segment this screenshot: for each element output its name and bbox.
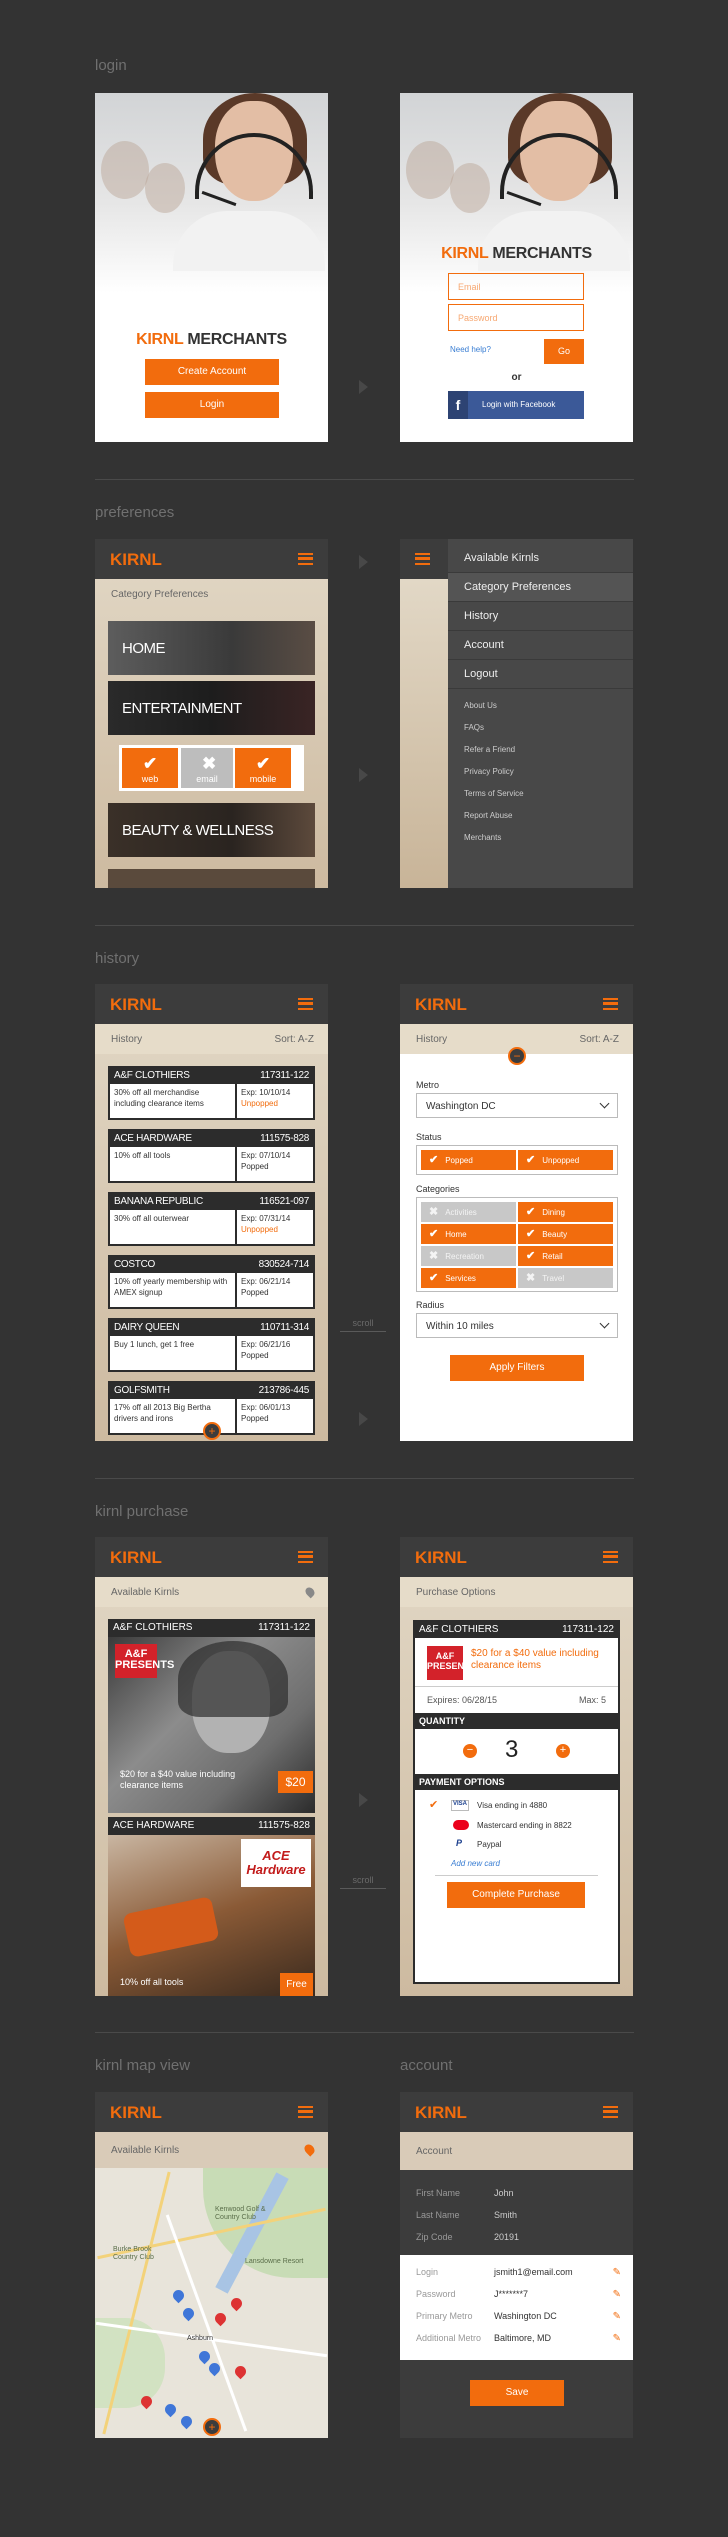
app-logo: KIRNL MERCHANTS <box>136 331 287 348</box>
create-account-button[interactable]: Create Account <box>145 359 279 385</box>
radius-label: Radius <box>416 1300 445 1310</box>
nav-drawer <box>448 539 633 888</box>
status-unpopped[interactable]: ✔ Unpopped <box>518 1150 613 1170</box>
map-pin-icon[interactable] <box>229 2296 245 2312</box>
collapse-filter-icon[interactable]: − <box>508 1047 526 1065</box>
category-band-beauty[interactable]: BEAUTY & WELLNESS <box>108 803 315 857</box>
page-title: Available Kirnls <box>111 2145 180 2156</box>
field-label: Zip Code <box>416 2232 453 2242</box>
map-pin-icon[interactable] <box>181 2306 197 2322</box>
page-title: Category Preferences <box>111 589 209 600</box>
status-label: Status <box>416 1132 442 1142</box>
drawer-link-terms[interactable]: Terms of Service <box>464 789 524 798</box>
settings-row <box>416 2289 621 2299</box>
deal-description: 10% off all tools <box>120 1977 184 1987</box>
history-card[interactable] <box>108 1318 315 1372</box>
drawer-screen <box>400 539 633 888</box>
payment-visa[interactable]: Visa ending in 4880 <box>477 1801 548 1810</box>
map-pin-icon[interactable] <box>163 2402 179 2418</box>
sort-control[interactable]: Sort: A-Z <box>274 1034 314 1045</box>
visa-icon: VISA <box>451 1800 469 1811</box>
category-label: Recreation <box>445 1252 484 1261</box>
mastercard-icon <box>453 1820 469 1830</box>
divider <box>95 2032 634 2033</box>
voucher-number: 117311-122 <box>260 1070 309 1081</box>
deal-status: Popped <box>241 1162 269 1171</box>
deal-card-af[interactable]: A&F CLOTHIERS 117311-122 A&F PRESENTS $20 for a $40 value including clearance items $20 <box>108 1619 315 1813</box>
drawer-item-category-preferences[interactable]: Category Preferences <box>448 573 633 602</box>
page-title: Purchase Options <box>416 1587 496 1598</box>
edit-icon[interactable]: ✎ <box>612 2311 621 2322</box>
category-label: Beauty <box>542 1230 568 1239</box>
expiry-date: Exp: 06/21/16 <box>241 1340 291 1349</box>
category-chip-beauty[interactable] <box>518 1224 613 1244</box>
field-label: Password <box>416 2289 456 2299</box>
quantity-value: 3 <box>505 1736 519 1763</box>
increase-quantity-button[interactable]: + <box>556 1744 570 1758</box>
field-label: Last Name <box>416 2210 460 2220</box>
expires-date: Expires: 06/28/15 <box>427 1695 498 1705</box>
brand-logo-af: A&F PRESENTS <box>115 1644 157 1678</box>
merchant-name: COSTCO <box>114 1259 155 1270</box>
x-icon: ✖ <box>429 1206 439 1218</box>
app-logo: KIRNL MERCHANTS <box>441 245 592 262</box>
drawer-link-privacy[interactable]: Privacy Policy <box>464 767 514 776</box>
add-card-link[interactable]: Add new card <box>451 1859 500 1868</box>
category-label: Dining <box>542 1208 565 1217</box>
settings-row <box>416 2267 621 2277</box>
map-place: Burke Brook Country Club <box>113 2246 154 2261</box>
brand-logo: KIRNL <box>415 995 467 1014</box>
decrease-quantity-button[interactable]: − <box>463 1744 477 1758</box>
deal-description: 17% off all 2013 Big Bertha drivers and irons <box>110 1399 237 1433</box>
field-label: Primary Metro <box>416 2311 473 2321</box>
check-icon: ✔ <box>143 754 158 773</box>
brand-logo: KIRNL <box>110 2103 162 2122</box>
facebook-login-button[interactable]: f Login with Facebook <box>448 391 584 419</box>
category-chip-activities[interactable] <box>421 1202 516 1222</box>
expiry-date: Exp: 06/21/14 <box>241 1277 291 1286</box>
deal-status: Popped <box>241 1414 269 1423</box>
map-screen <box>95 2092 328 2438</box>
location-pin-icon[interactable] <box>302 2142 316 2156</box>
filter-screen <box>400 984 633 1441</box>
field-value: J*******7 <box>494 2289 529 2299</box>
check-icon: ✔ <box>526 1250 536 1262</box>
menu-icon[interactable] <box>298 553 313 565</box>
payment-mastercard[interactable]: Mastercard ending in 8822 <box>477 1821 572 1830</box>
section-label-purchase: kirnl purchase <box>95 1503 189 1520</box>
drawer-item-history[interactable]: History <box>448 602 633 631</box>
facebook-icon: f <box>448 391 468 419</box>
status-popped[interactable]: ✔ Popped <box>421 1150 516 1170</box>
field-value: John <box>494 2188 514 2198</box>
field-label: First Name <box>416 2188 461 2198</box>
category-chip-services[interactable] <box>421 1268 516 1288</box>
deal-status: Unpopped <box>241 1225 278 1234</box>
edit-icon[interactable]: ✎ <box>612 2333 621 2344</box>
brand-logo-ace: ACE Hardware <box>241 1839 311 1887</box>
expiry-date: Exp: 07/10/14 <box>241 1151 291 1160</box>
add-filter-icon[interactable]: + <box>203 2418 221 2436</box>
purchase-panel: A&F CLOTHIERS 117311-122 A&F PRESENTS $20 for a $40 value including clearance items Expires: 06/28/15 Max: 5 QUANTITY − 3 + PAYMENT OPTIONS ✔ VISA Visa ending in 4880 Mastercard ending in 8822 P Paypal Add new card Complete Purchase <box>413 1620 620 1984</box>
category-label: Travel <box>542 1274 565 1283</box>
complete-purchase-button[interactable]: Complete Purchase <box>447 1882 585 1908</box>
categories-label: Categories <box>416 1184 460 1194</box>
drawer-link-faqs[interactable]: FAQs <box>464 723 485 732</box>
history-card[interactable] <box>108 1255 315 1309</box>
divider <box>95 925 634 926</box>
field-label: Additional Metro <box>416 2333 482 2343</box>
field-value: Washington DC <box>494 2311 557 2321</box>
deal-description: 10% off all tools <box>110 1147 237 1181</box>
email-field[interactable]: Email <box>448 273 584 300</box>
brand-logo: KIRNL <box>110 1548 162 1567</box>
deal-description: 30% off all merchandise including clearance items <box>110 1084 237 1118</box>
check-icon: ✔ <box>526 1228 536 1240</box>
login-screen-1 <box>95 93 328 442</box>
voucher-number: 111575-828 <box>260 1133 309 1144</box>
x-icon: ✖ <box>202 754 217 773</box>
hero-photo <box>95 93 328 293</box>
settings-row <box>416 2311 621 2321</box>
radius-select[interactable]: Within 10 miles <box>416 1313 618 1338</box>
drawer-link-report[interactable]: Report Abuse <box>464 811 513 820</box>
merchant-name: GOLFSMITH <box>114 1385 170 1396</box>
purchase-options-screen <box>400 1537 633 1996</box>
deal-status: Popped <box>241 1288 269 1297</box>
map-place: Ashburn <box>187 2335 214 2342</box>
apply-filters-button[interactable]: Apply Filters <box>450 1355 584 1381</box>
pref-toggle-mobile[interactable]: ✔ mobile <box>235 748 291 788</box>
brand-logo: KIRNL <box>415 2103 467 2122</box>
category-chip-retail[interactable] <box>518 1246 613 1266</box>
chevron-down-icon <box>600 1319 610 1329</box>
page-title: Account <box>416 2146 453 2157</box>
field-value: Smith <box>494 2210 518 2220</box>
check-icon: ✔ <box>526 1206 536 1218</box>
check-icon: ✔ <box>429 1799 439 1811</box>
merchant-name: BANANA REPUBLIC <box>114 1196 203 1207</box>
menu-icon[interactable] <box>298 998 313 1010</box>
merchant-name: ACE HARDWARE <box>114 1133 192 1144</box>
map-pin-icon[interactable] <box>213 2311 229 2327</box>
pref-toggle-web[interactable]: ✔ web <box>122 748 178 788</box>
drawer-item-available[interactable]: Available Kirnls <box>448 544 633 573</box>
section-label-account: account <box>400 2057 453 2074</box>
category-label: Home <box>445 1230 467 1239</box>
deal-price[interactable]: $20 <box>278 1771 313 1793</box>
preferences-screen <box>95 539 328 888</box>
section-label-login: login <box>95 57 127 74</box>
field-value: Baltimore, MD <box>494 2333 552 2343</box>
profile-row <box>416 2188 514 2198</box>
save-button[interactable]: Save <box>470 2380 564 2406</box>
history-card[interactable] <box>108 1066 315 1120</box>
payment-header: PAYMENT OPTIONS <box>415 1774 618 1790</box>
expiry-date: Exp: 07/31/14 <box>241 1214 291 1223</box>
hero-photo <box>400 93 633 293</box>
category-chip-home[interactable] <box>421 1224 516 1244</box>
profile-row <box>416 2232 519 2242</box>
brand-logo-af: A&F PRESENTS <box>427 1646 463 1680</box>
or-divider: or <box>511 372 522 383</box>
voucher-number: 213786-445 <box>258 1385 309 1396</box>
check-icon: ✔ <box>429 1272 439 1284</box>
menu-icon[interactable] <box>298 1551 313 1563</box>
category-chip-travel[interactable] <box>518 1268 613 1288</box>
chevron-down-icon <box>600 1099 610 1109</box>
check-icon: ✔ <box>256 754 271 773</box>
menu-icon[interactable] <box>603 1551 618 1563</box>
go-button[interactable]: Go <box>544 339 584 364</box>
page-title: History <box>111 1034 143 1045</box>
history-screen <box>95 984 328 1441</box>
page-title: Available Kirnls <box>111 1587 180 1598</box>
flow-arrow <box>359 1793 368 1807</box>
x-icon: ✖ <box>526 1272 536 1284</box>
section-label-history: history <box>95 950 140 967</box>
brand-logo: KIRNL <box>110 550 162 569</box>
category-label: Activities <box>445 1208 477 1217</box>
drawer-link-about[interactable]: About Us <box>464 701 497 710</box>
flow-arrow <box>359 1412 368 1426</box>
scroll-note: scroll <box>340 1875 386 1889</box>
flow-arrow <box>359 768 368 782</box>
login-button[interactable]: Login <box>145 392 279 418</box>
check-icon: ✔ <box>429 1228 439 1240</box>
voucher-number: 110711-314 <box>260 1322 309 1333</box>
field-value: 20191 <box>494 2232 520 2242</box>
category-chip-dining[interactable] <box>518 1202 613 1222</box>
deal-status: Unpopped <box>241 1099 278 1108</box>
drawer-link-merchants[interactable]: Merchants <box>464 833 502 842</box>
category-band-entertainment[interactable]: ENTERTAINMENT <box>108 681 315 735</box>
location-pin-icon[interactable] <box>304 1586 317 1599</box>
deal-description: Buy 1 lunch, get 1 free <box>110 1336 237 1370</box>
menu-icon[interactable] <box>298 2106 313 2118</box>
quantity-header: QUANTITY <box>415 1713 618 1729</box>
category-label: Retail <box>542 1252 563 1261</box>
deal-description: $20 for a $40 value including clearance items <box>120 1769 236 1790</box>
map-place: Lansdowne Resort <box>245 2258 304 2265</box>
deal-description: 10% off yearly membership with AMEX signup <box>110 1273 237 1307</box>
category-label: Services <box>445 1274 476 1283</box>
expiry-date: Exp: 06/01/13 <box>241 1403 291 1412</box>
max-quantity: Max: 5 <box>578 1695 606 1705</box>
edit-icon[interactable]: ✎ <box>612 2289 621 2300</box>
divider <box>95 1478 634 1479</box>
settings-row <box>416 2333 621 2343</box>
deal-description: 30% off all outerwear <box>110 1210 237 1244</box>
pref-toggle-email[interactable]: ✖ email <box>181 748 233 788</box>
deal-description: $20 for a $40 value including clearance items <box>471 1648 599 1671</box>
drawer-item-account[interactable]: Account <box>448 631 633 660</box>
field-label: Login <box>416 2267 439 2277</box>
menu-icon[interactable] <box>603 998 618 1010</box>
voucher-number: 830524-714 <box>258 1259 309 1270</box>
divider <box>95 479 634 480</box>
deal-price[interactable]: Free <box>280 1973 313 1996</box>
scroll-note: scroll <box>340 1318 386 1332</box>
edit-icon[interactable]: ✎ <box>612 2267 621 2278</box>
map-place: Kenwood Golf & Country Club <box>215 2206 266 2221</box>
section-label-map: kirnl map view <box>95 2057 191 2074</box>
login-screen-2 <box>400 93 633 442</box>
category-band-home[interactable]: HOME <box>108 621 315 675</box>
field-value: jsmith1@email.com <box>494 2267 573 2277</box>
need-help-link[interactable]: Need help? <box>450 345 491 354</box>
map-pin-icon[interactable] <box>197 2349 213 2365</box>
metro-label: Metro <box>416 1080 440 1090</box>
voucher-number: 116521-097 <box>259 1196 309 1207</box>
profile-row <box>416 2210 517 2220</box>
map-pin-icon[interactable] <box>171 2288 187 2304</box>
flow-arrow <box>359 380 368 394</box>
merchant-name: A&F CLOTHIERS <box>114 1070 190 1081</box>
password-field[interactable]: Password <box>448 304 584 331</box>
metro-select[interactable]: Washington DC <box>416 1093 618 1118</box>
history-card[interactable] <box>108 1192 315 1246</box>
brand-logo: KIRNL <box>415 1548 467 1567</box>
add-filter-icon[interactable]: + <box>203 1422 221 1440</box>
expiry-date: Exp: 10/10/14 <box>241 1088 291 1097</box>
map-pin-icon[interactable] <box>179 2414 195 2430</box>
sort-control[interactable]: Sort: A-Z <box>579 1034 619 1045</box>
deal-status: Popped <box>241 1351 269 1360</box>
flow-arrow <box>359 555 368 569</box>
menu-icon[interactable] <box>415 553 430 565</box>
drawer-item-logout[interactable]: Logout <box>448 660 633 689</box>
category-chip-recreation[interactable] <box>421 1246 516 1266</box>
brand-logo: KIRNL <box>110 995 162 1014</box>
map-pin-icon[interactable] <box>233 2364 249 2380</box>
page-title: History <box>416 1034 448 1045</box>
purchase-list-screen <box>95 1537 328 1996</box>
menu-icon[interactable] <box>603 2106 618 2118</box>
section-label-preferences: preferences <box>95 504 175 521</box>
deal-card-ace[interactable]: ACE HARDWARE 111575-828 ACE Hardware 10% off all tools Free <box>108 1817 315 1996</box>
payment-paypal[interactable]: Paypal <box>477 1840 502 1849</box>
drawer-link-refer[interactable]: Refer a Friend <box>464 745 516 754</box>
map-view[interactable] <box>95 2168 328 2438</box>
account-screen <box>400 2092 633 2438</box>
x-icon: ✖ <box>429 1250 439 1262</box>
paypal-icon: P <box>456 1838 463 1848</box>
merchant-name: DAIRY QUEEN <box>114 1322 180 1333</box>
history-card[interactable] <box>108 1129 315 1183</box>
